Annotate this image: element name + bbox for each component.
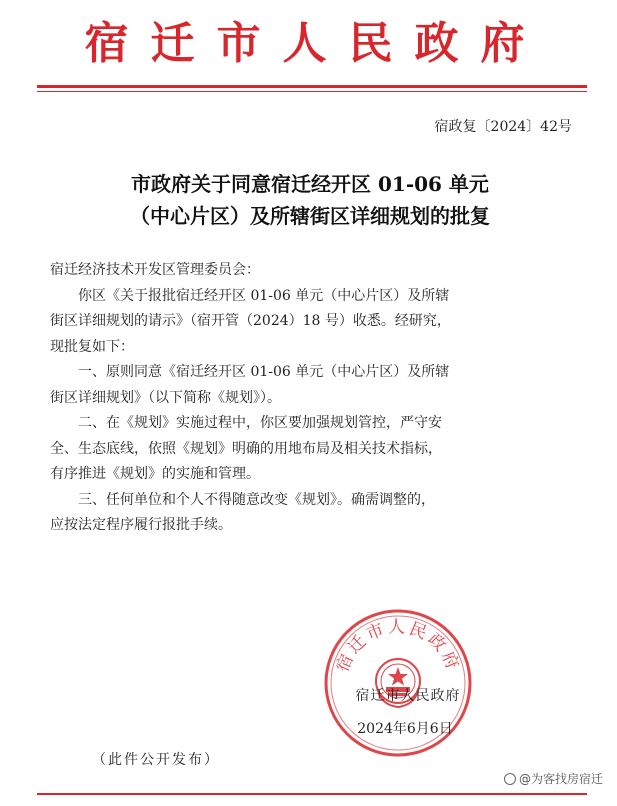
signing-date: 2024年6月6日 <box>357 721 453 737</box>
paragraph-2-line-2: 街区详细规划》（以下简称《规划》）。 <box>50 389 281 406</box>
issuer-header: 宿迁市人民政府 <box>84 18 547 69</box>
document-body <box>50 258 580 539</box>
signing-organization: 宿迁市人民政府 <box>355 688 461 704</box>
paragraph-1 <box>50 284 580 310</box>
title-line-2: （中心片区）及所辖街区详细规划的批复 <box>130 204 490 228</box>
paragraph-1-line-3: 现批复如下： <box>50 338 134 355</box>
footer-rule <box>37 793 587 795</box>
paragraph-1-line-2: 街区详细规划的请示》（宿开管（2024）18 号）收悉。经研究， <box>50 313 451 329</box>
paragraph-3-cont <box>50 437 580 488</box>
paragraph-3-line-1: 二、在《规划》实施过程中，你区要加强规划管控，严守安 <box>78 415 442 431</box>
paragraph-4 <box>50 488 580 514</box>
seal-text: 宿迁市人民政府 <box>332 617 464 675</box>
paragraph-1-cont <box>50 309 580 360</box>
paragraph-2-cont <box>50 386 580 412</box>
watermark-text: @为客找房宿迁 <box>518 772 603 786</box>
paragraph-1-line-1: 你区《关于报批宿迁经开区 01-06 单元（中心片区）及所辖 <box>78 287 450 304</box>
document-number: 宿政复〔2024〕42号 <box>434 119 572 135</box>
paragraph-3-line-3: 有序推进《规划》的实施和管理。 <box>50 466 260 482</box>
paragraph-2 <box>50 360 580 386</box>
paragraph-4-line-2: 应按法定程序履行报批手续。 <box>50 517 232 533</box>
paragraph-3-line-2: 全、生态底线，依照《规划》明确的用地布局及相关技术指标， <box>50 440 442 457</box>
header-rule-thin <box>37 91 587 92</box>
header-rule-thick <box>37 85 587 88</box>
addressee: 宿迁经济技术开发区管理委员会： <box>50 262 260 278</box>
paragraph-4-cont <box>50 513 580 539</box>
paragraph-2-line-1: 一、原则同意《宿迁经开区 01-06 单元（中心片区）及所辖 <box>78 364 450 380</box>
paragraph-4-line-1: 三、任何单位和个人不得随意改变《规划》。确需调整的， <box>78 491 435 508</box>
publish-note: （此件公开发布） <box>92 752 220 768</box>
watermark-logo-icon <box>504 773 516 785</box>
document-title <box>40 168 580 232</box>
paragraph-3 <box>50 411 580 437</box>
watermark <box>504 770 603 788</box>
title-line-1: 市政府关于同意宿迁经开区 01-06 单元 <box>131 172 489 196</box>
